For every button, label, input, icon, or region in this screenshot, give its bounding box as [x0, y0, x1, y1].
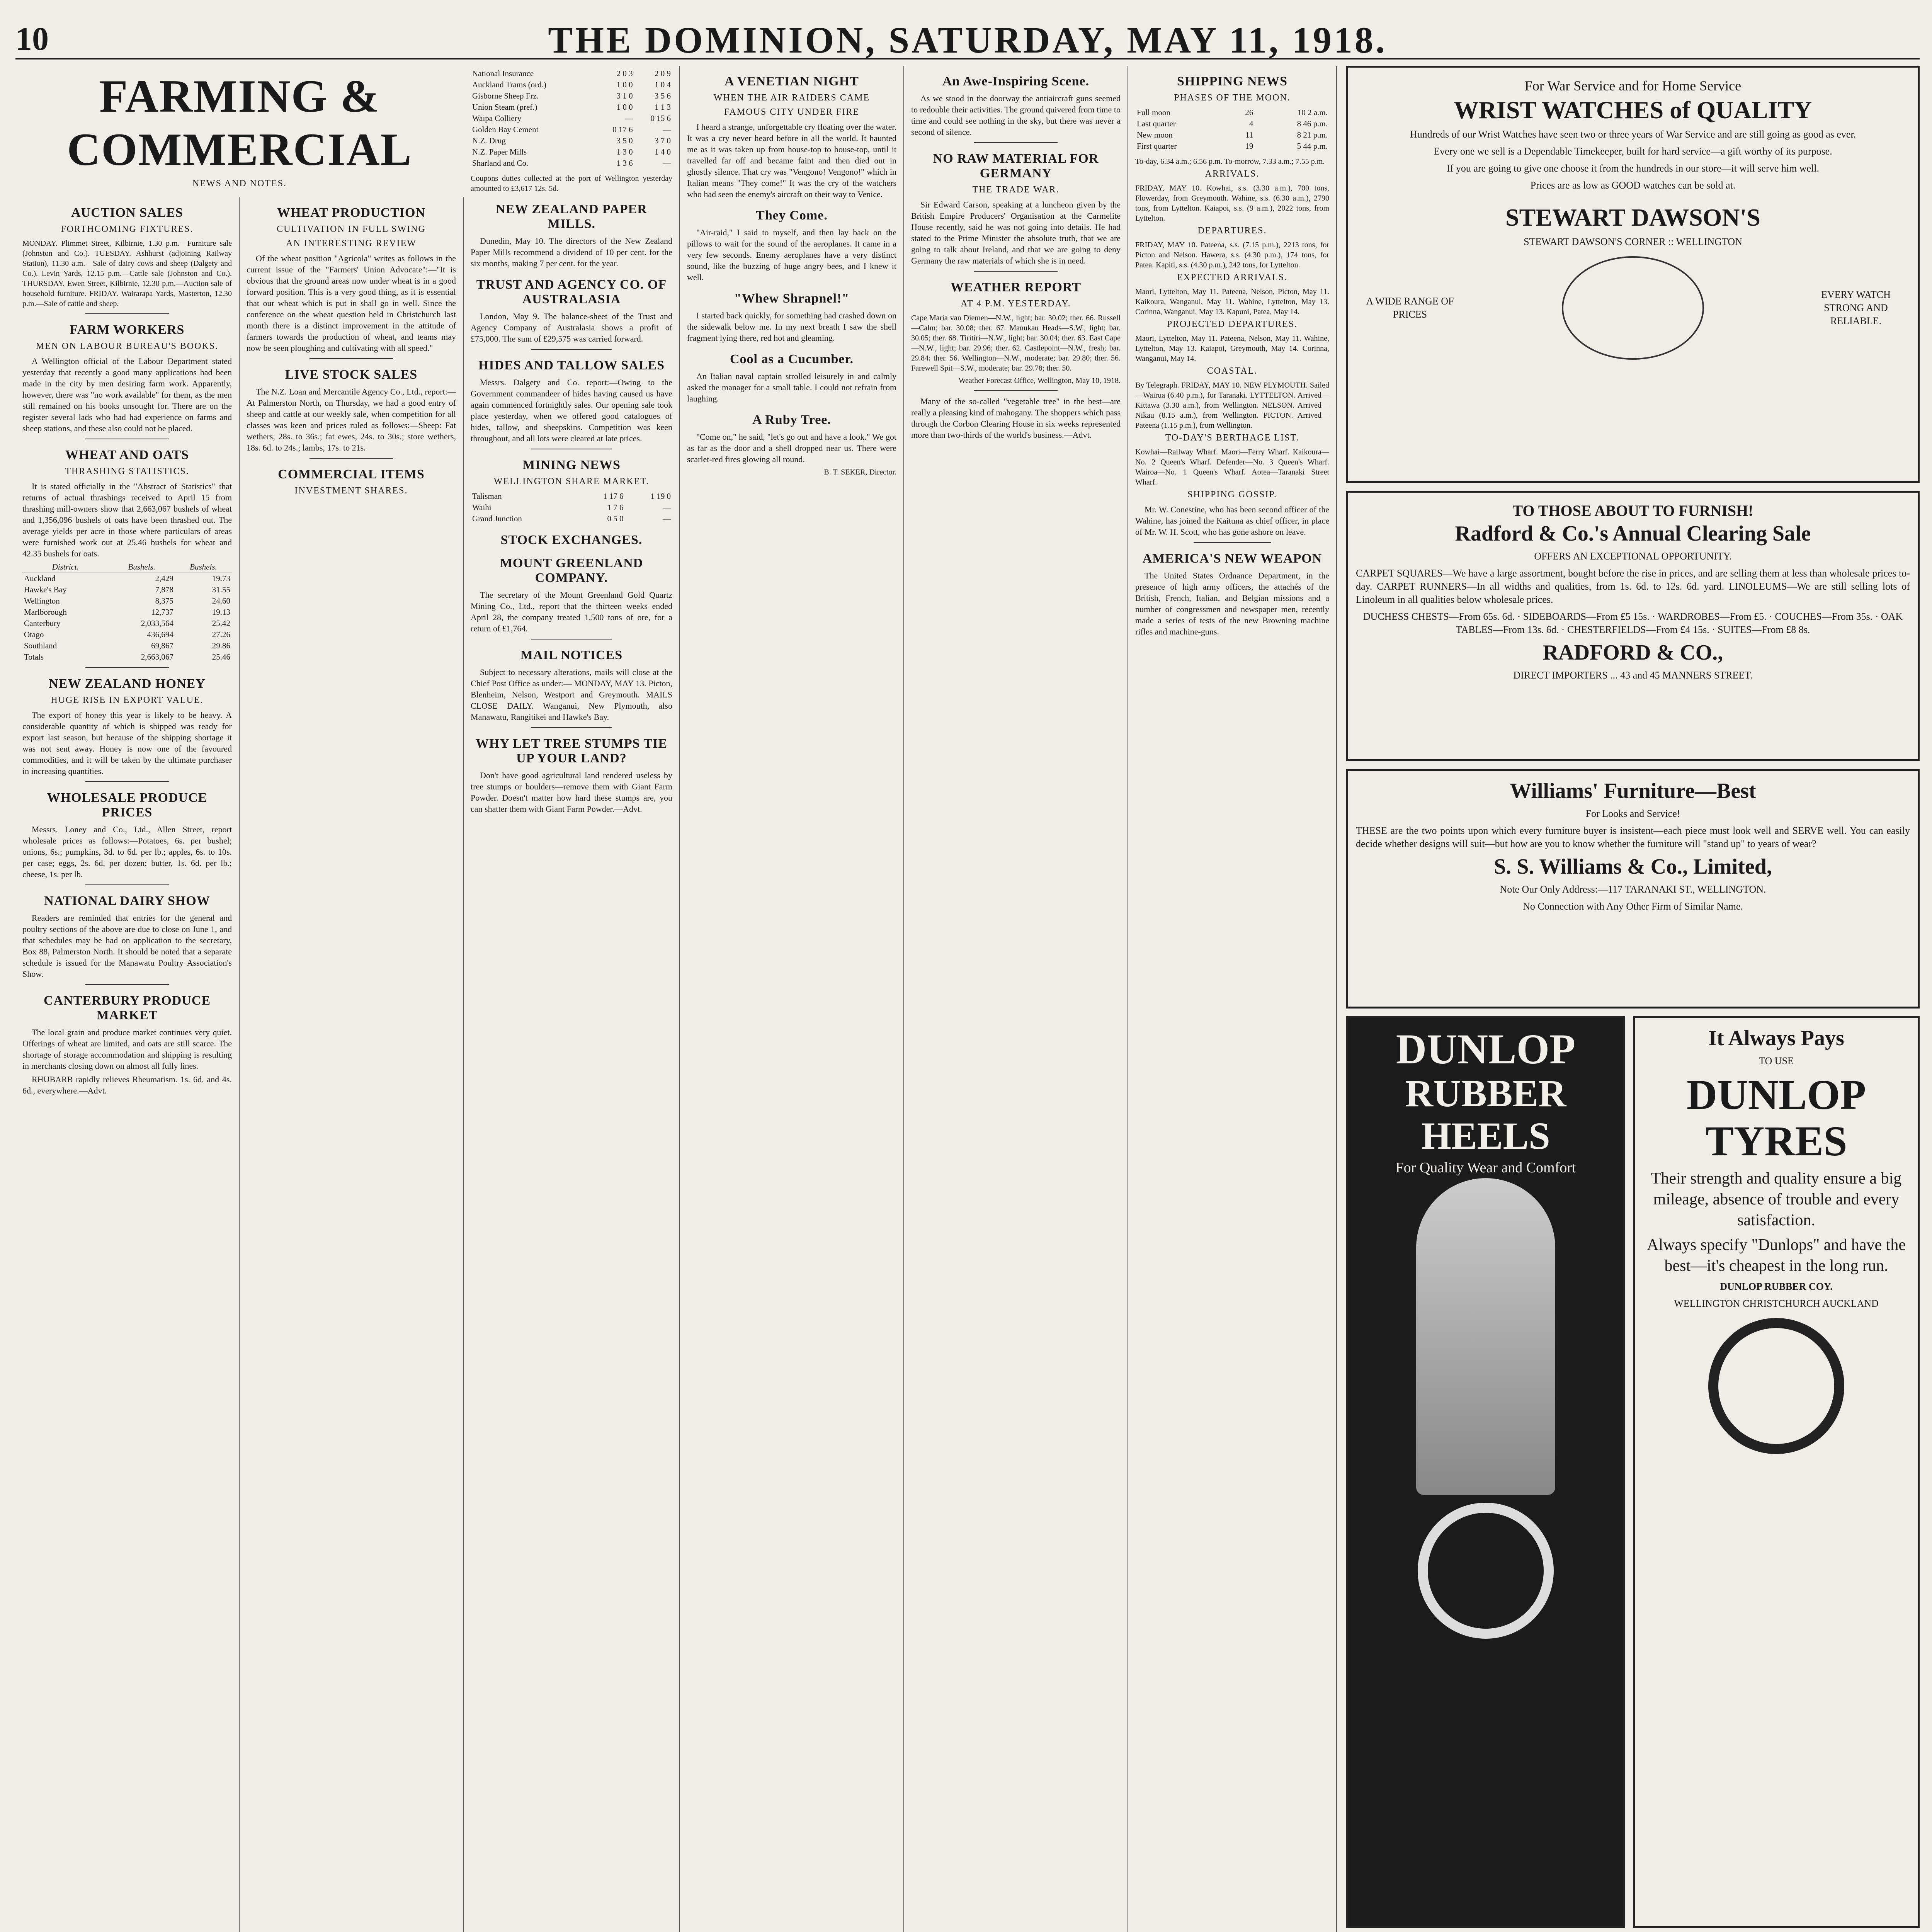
share-table-row — [471, 158, 672, 169]
wheat-table-row-cell: 2,663,067 — [141, 652, 173, 662]
radford-list: DUCHESS CHESTS—From 65s. 6d. · SIDEBOARDS—From £5 15s. · WARDROBES—From £5. · COUCHES—From 35s. · OAK TABLES—From 13s. 6d. · CHESTERFIELDS—From £4 15s. · SUITES—From £8 8s. — [1363, 611, 1903, 635]
divider — [85, 781, 169, 782]
cucumber-heading: Cool as a Cucumber. — [730, 352, 854, 366]
share-table — [471, 68, 672, 169]
masthead — [15, 15, 1920, 60]
expected-heading: EXPECTED ARRIVALS. — [1177, 272, 1288, 282]
watch-ad-line1: For War Service and for Home Service — [1524, 78, 1742, 94]
radford-address: DIRECT IMPORTERS ... 43 and 45 MANNERS STREET. — [1513, 670, 1753, 681]
moon-table-row-cell: 26 — [1245, 108, 1253, 117]
mining-table-row — [471, 513, 672, 524]
moon-table-row-cell: First quarter — [1137, 141, 1177, 151]
expected-text: Maori, Lyttelton, May 11. Pateena, Nelson, Picton, May 11. Kaikoura, Wanganui, May 11. Wahine, Lyttelton, May 13. Corinna, Wanganui, May 13. Kapuni, Patea, May 14. — [1135, 287, 1329, 316]
dunlop-co-sub: WELLINGTON CHRISTCHURCH AUCKLAND — [1674, 1298, 1879, 1309]
byline: B. T. SEKER, Director. — [824, 468, 896, 476]
moon-table-row-cell: New moon — [1137, 130, 1173, 139]
venetian-subheading: WHEN THE AIR RAIDERS CAME — [713, 93, 870, 103]
wheat-table — [22, 561, 232, 663]
they-come-heading: They Come. — [756, 208, 828, 223]
wheat-table-row-cell: Marlborough — [24, 607, 67, 617]
wheat-table-row — [22, 573, 232, 585]
share-table-row — [471, 79, 672, 90]
column-4 — [680, 66, 904, 1932]
mining-heading: MINING NEWS — [522, 458, 621, 472]
watch-ad-line3: Hundreds of our Wrist Watches have seen two or three years of War Service and are still going as good as ever. — [1410, 129, 1856, 140]
column-1 — [15, 197, 240, 1932]
weather-forecast-note: Weather Forecast Office, Wellington, May 10, 1918. — [958, 376, 1121, 385]
wheat-oats-heading: WHEAT AND OATS — [65, 448, 189, 462]
moon-table-row-cell: Last quarter — [1137, 119, 1176, 128]
wrist-watch-illustration — [1562, 256, 1704, 360]
radford-body: CARPET SQUARES—We have a large assortment, bought before the rise in prices, and are selling them at less than wholesale prices to-day. CARPET RUNNERS—In all widths and qualities, from 1s. 6d. to 12s. 6d. yard. LINOLEUMS—We are still selling lots of Linoleum in all qualities below wholesale prices. — [1356, 568, 1910, 605]
share-table-row — [471, 90, 672, 102]
divider — [531, 349, 612, 350]
wheat-table-row — [22, 640, 232, 651]
stumps-text: Don't have good agricultural land rendered useless by tree stumps or boulders—remove them with Giant Farm Powder. Doesn't matter how hard these stumps are, you can shatter them with Giant Farm Powder.—Advt. — [471, 770, 672, 814]
dunlop-heels-l3: HEELS — [1421, 1114, 1550, 1157]
projected-heading: PROJECTED DEPARTURES. — [1167, 319, 1298, 329]
section-subtitle: NEWS AND NOTES. — [192, 179, 287, 189]
dunlop-heels-l2: RUBBER — [1405, 1072, 1566, 1115]
greenland-heading: MOUNT GREENLAND COMPANY. — [500, 556, 643, 585]
share-table-row-cell: 1 0 0 — [616, 102, 633, 112]
dunlop-tyres-body2: Always specify "Dunlops" and have the best—it's cheapest in the long run. — [1647, 1236, 1906, 1275]
canterbury-heading: CANTERBURY PRODUCE MARKET — [43, 993, 211, 1022]
williams-address: Note Our Only Address:—117 TARANAKI ST., WELLINGTON. — [1500, 884, 1766, 895]
column-3 — [464, 66, 680, 1932]
wheat-table-row — [22, 629, 232, 640]
divider — [85, 667, 169, 668]
live-stock-heading: LIVE STOCK SALES — [285, 367, 418, 382]
share-table-row-cell: — — [663, 125, 671, 134]
column-5 — [904, 66, 1128, 1932]
wheat-table-row — [22, 595, 232, 607]
dunlop-heels-l4: For Quality Wear and Comfort — [1395, 1160, 1576, 1176]
mining-table-row-cell: Talisman — [472, 492, 502, 501]
mining-table — [471, 491, 672, 524]
they-come-text: "Air-raid," I said to myself, and then lay back on the pillows to wait for the sound of the aeroplanes. It came in a very few seconds. Enemy aeroplanes have a very distinct sound, like the buzzing of huge angry bees, and I knew it well. — [687, 228, 896, 282]
divider — [85, 884, 169, 885]
dunlop-tyres-body: Their strength and quality ensure a big mileage, absence of trouble and every satisfaction. — [1651, 1170, 1902, 1229]
wheat-table-row-cell: 12,737 — [151, 607, 173, 617]
honey-subheading: HUGE RISE IN EXPORT VALUE. — [51, 695, 204, 705]
weather-text: Cape Maria van Diemen—N.W., light; bar. 30.02; ther. 66. Russell—Calm; bar. 30.08; ther. 67. Manukau Heads—S.W., light; bar. 30.05; ther. 68. Tiritiri—N.W., light; bar. 30.04; ther. 63. East Cape—N.W., light; bar. 29.96; ther. 62. Castlepoint—N.W., fresh; bar. 29.84; ther. 56. Wellington—N.W., moderate; bar. 29.80; ther. 56. Farewell Spit—S.W., moderate; bar. 29.78; ther. 50. — [911, 314, 1121, 372]
hides-heading: HIDES AND TALLOW SALES — [478, 358, 665, 372]
watch-ad-line4: Every one we sell is a Dependable Timekeeper, built for hard service—a gift worthy of its purpose. — [1434, 146, 1832, 157]
share-table-row — [471, 102, 672, 113]
wheat-table-header: Bushels. — [109, 561, 175, 573]
wheat-production-review: AN INTERESTING REVIEW — [286, 238, 417, 248]
radford-name: RADFORD & CO., — [1543, 641, 1723, 665]
dunlop-co: DUNLOP RUBBER COY. — [1720, 1281, 1833, 1292]
williams-note: No Connection with Any Other Firm of Similar Name. — [1523, 901, 1743, 912]
wheat-table-row-cell: Auckland — [24, 574, 56, 583]
wheat-table-row-cell: 7,878 — [155, 585, 173, 594]
share-table-row-cell: 1 3 6 — [616, 158, 633, 168]
wheat-table-row-cell: 8,375 — [155, 596, 173, 605]
mining-table-row-cell: — — [663, 514, 671, 523]
wheat-table-row-cell: 69,867 — [151, 641, 173, 650]
cucumber-text: An Italian naval captain strolled leisurely in and calmly asked the manager for a small table. I could not refrain from laughing. — [687, 371, 896, 403]
williams-ad — [1346, 769, 1920, 1009]
mining-table-row-cell: Waihi — [472, 503, 492, 512]
section-header — [15, 66, 464, 197]
trust-heading: TRUST AND AGENCY CO. OF AUSTRALASIA — [476, 277, 667, 306]
mail-text: Subject to necessary alterations, mails will close at the Chief Post Office as under:— MONDAY, MAY 13. Picton, Blenheim, Nelson, Westport and Greymouth. MAILS CLOSE DAILY. Wanganui, New Plymouth, also Manawatu, Rangitikei and Hawke's Bay. — [471, 667, 672, 722]
berthage-text: Kowhai—Railway Wharf. Maori—Ferry Wharf. Kaikoura—No. 2 Queen's Wharf. Defender—No. 3 Queen's Wharf. Wairoa—No. 1 Queen's Wharf. Aotea—Taranaki Street Wharf. — [1135, 448, 1329, 486]
auction-subheading: FORTHCOMING FIXTURES. — [61, 224, 194, 234]
share-table-row-cell: N.Z. Drug — [472, 136, 506, 145]
williams-body: THESE are the two points upon which every furniture buyer is insistent—each piece must look well and SERVE well. You can easily decide whether designs will suit—but how are you to know whether the furniture will "stand up" to years of wear? — [1356, 825, 1910, 849]
weather-subheading: AT 4 P.M. YESTERDAY. — [961, 299, 1071, 309]
americas-weapon-heading: AMERICA'S NEW WEAPON — [1142, 551, 1322, 566]
divider — [974, 271, 1058, 272]
canterbury-text: The local grain and produce market continues very quiet. Offerings of wheat are limited, and oats are still scarce. The shortage of storage accommodation and shipping is resulting in merchants closing down on almost all fully lines. — [22, 1027, 232, 1071]
wheat-table-row-cell: 29.86 — [212, 641, 230, 650]
dunlop-tyres-l1: It Always Pays — [1708, 1026, 1844, 1050]
moon-heading: PHASES OF THE MOON. — [1174, 93, 1291, 103]
shipping-gossip-heading: SHIPPING GOSSIP. — [1187, 490, 1277, 500]
projected-text: Maori, Lyttelton, May 11. Pateena, Nelson, May 11. Wahine, Lyttelton, May 13. Kaiapoi, Greymouth, May 14. Corinna, Wanganui, May 14. — [1135, 334, 1329, 363]
wheat-table-row-cell: 25.46 — [212, 652, 230, 662]
dunlop-heels-l1: DUNLOP — [1396, 1026, 1576, 1073]
share-table-row-cell: 3 5 0 — [616, 136, 633, 145]
dunlop-ads — [1346, 1016, 1920, 1928]
share-table-row-cell: 1 4 0 — [655, 147, 671, 156]
wheat-table-row-cell: Canterbury — [24, 619, 61, 628]
share-table-row — [471, 146, 672, 158]
share-table-row-cell: 0 17 6 — [612, 125, 633, 134]
mail-heading: MAIL NOTICES — [520, 648, 623, 662]
share-table-row-cell: National Insurance — [472, 69, 534, 78]
departures-text: FRIDAY, MAY 10. Pateena, s.s. (7.15 p.m.), 2213 tons, for Picton and Nelson. Hawera, s.s. (4.30 p.m.), 174 tons, for Patea. Kapiti, s.s. (4.30 p.m.), 242 tons, for Lyttelton. — [1135, 241, 1329, 269]
share-table-row-cell: — — [624, 114, 633, 123]
share-table-row-cell: 1 0 4 — [655, 80, 671, 89]
share-table-row-cell: 3 5 6 — [655, 91, 671, 100]
paper-mills-text: Dunedin, May 10. The directors of the New Zealand Paper Mills recommend a dividend of 10 per cent. for the six months, making 7 per cent. for the year. — [471, 236, 672, 268]
wheat-table-row-cell: Otago — [24, 630, 44, 639]
tide-text: To-day, 6.34 a.m.; 6.56 p.m. To-morrow, 7.33 a.m.; 7.55 p.m. — [1135, 157, 1325, 166]
commercial-subheading: INVESTMENT SHARES. — [294, 486, 408, 496]
share-table-row-cell: 2 0 3 — [616, 69, 633, 78]
departures-heading: DEPARTURES. — [1197, 226, 1267, 236]
rhubarb-ad-text: RHUBARB rapidly relieves Rheumatism. 1s. 6d. and 4s. 6d., everywhere.—Advt. — [22, 1075, 232, 1095]
williams-heading: Williams' Furniture—Best — [1510, 779, 1756, 803]
dunlop-tyres-l4: TYRES — [1705, 1117, 1847, 1165]
paper-mills-heading: NEW ZEALAND PAPER MILLS. — [496, 202, 647, 231]
stewart-dawson-brand: STEWART DAWSON'S — [1505, 204, 1760, 231]
watch-ad-line2: WRIST WATCHES of QUALITY — [1454, 96, 1812, 124]
wheat-oats-subheading: THRASHING STATISTICS. — [65, 466, 189, 476]
produce-text: Messrs. Loney and Co., Ltd., Allen Street, report wholesale prices as follows:—Potatoes, 6s. per bushel; onions, 6s.; pumpkins, 3d. to 6d. per lb.; apples, 6s. to 10s. per case; eggs, 2s. 6d. per dozen; butter, 1s. 6d. per lb.; cheese, 1s. per lb. — [22, 825, 232, 879]
wheat-production-heading: WHEAT PRODUCTION — [277, 206, 426, 220]
shipping-gossip-text: Mr. W. Conestine, who has been second officer of the Wahine, has joined the Kaituna as chief officer, in place of Mr. W. H. Scott, who has gone ashore on leave. — [1135, 505, 1329, 537]
ads-column — [1337, 66, 1920, 1932]
coastal-text: By Telegraph. FRIDAY, MAY 10. NEW PLYMOUTH. Sailed—Wairua (6.40 p.m.), for Taranaki. LYTTELTON. Arrived—Kittawa (3.30 a.m.), from Wellington. NELSON. Arrived—Nikau (8.15 a.m.), from Wellington. PICTON. Arrived—Pateena (1.15 p.m.), from Wellington. — [1135, 381, 1329, 430]
divider — [310, 358, 393, 359]
newspaper-title: THE DOMINION, SATURDAY, MAY 11, 1918. — [548, 19, 1387, 61]
wheat-table-row-cell: 27.26 — [212, 630, 230, 639]
stewart-dawson-address: STEWART DAWSON'S CORNER :: WELLINGTON — [1524, 236, 1742, 247]
arrivals-text: FRIDAY, MAY 10. Kowhai, s.s. (3.30 a.m.), 700 tons, Flowerday, from Greymouth. Wahine, s.s. (6.30 a.m.), 2790 tons, from Lyttelton. Kaiapoi, s.s. (9 a.m.), 2022 tons, from Lyttelton. — [1135, 184, 1329, 223]
divider — [974, 142, 1058, 143]
venetian-subheading-2: FAMOUS CITY UNDER FIRE — [724, 107, 860, 117]
moon-table-row-cell: 11 — [1245, 130, 1253, 139]
divider — [1194, 542, 1271, 543]
wheat-table-row-cell: 24.60 — [212, 596, 230, 605]
venetian-heading: A VENETIAN NIGHT — [724, 74, 859, 88]
wheat-oats-text: It is stated officially in the "Abstract of Statistics" that returns of actual thrashings received to April 15 from thrashing mill-owners show that 2,663,067 bushels of wheat and 1,356,096 bushels of oats have been thrashed out. The average yields per acre in those where particulars of areas were furnished work out at 25.46 bushels for wheat and 42.35 bushels for oats. — [22, 481, 232, 558]
moon-table-row — [1135, 129, 1329, 141]
wheat-table-row-cell: Hawke's Bay — [24, 585, 67, 594]
coastal-heading: COASTAL. — [1207, 366, 1258, 376]
dairy-heading: NATIONAL DAIRY SHOW — [44, 894, 210, 908]
divider — [85, 984, 169, 985]
hides-text: Messrs. Dalgety and Co. report:—Owing to the Government commandeer of hides having caused us have again commenced fortnightly sales. Our opening sale took place yesterday, when we offered good catalogues of hides, tallow, and sheepskins. Competition was keen throughout, and all lots were cleared at late prices. — [471, 378, 672, 443]
shrapnel-text: I started back quickly, for something had crashed down on the sidewalk below me. In my next breath I saw the shell fragment lying there, red hot and gleaming. — [687, 311, 896, 343]
wheat-table-row-cell: 19.73 — [212, 574, 230, 583]
wheat-production-subheading: CULTIVATION IN FULL SWING — [277, 224, 426, 234]
wheat-table-row-cell: 436,694 — [147, 630, 173, 639]
tyre-illustration — [1708, 1318, 1844, 1454]
share-table-row-cell: N.Z. Paper Mills — [472, 147, 527, 156]
arrivals-heading: ARRIVALS. — [1205, 169, 1260, 179]
share-table-row-cell: Golden Bay Cement — [472, 125, 539, 134]
moon-table-row-cell: 5 44 p.m. — [1297, 141, 1328, 151]
farm-text: A Wellington official of the Labour Department stated yesterday that recently a good many applications had been made in the city by men desiring farm work. Apparently, however, there was "no work available" for them, as the men still remained on his books unsought for. There are on the register several lads who had had experience on farms and sheep stations, and these also could not be placed. — [22, 356, 232, 433]
trust-text: London, May 9. The balance-sheet of the Trust and Agency Company of Australasia shows a profit of £75,000. The sum of £29,575 was carried forward. — [471, 311, 672, 344]
honey-heading: NEW ZEALAND HONEY — [49, 677, 206, 691]
moon-table-row-cell: 8 46 p.m. — [1297, 119, 1328, 128]
share-table-row-cell: 3 7 0 — [655, 136, 671, 145]
auction-text: MONDAY. Plimmet Street, Kilbirnie, 1.30 p.m.—Furniture sale (Johnston and Co.). TUESDAY. Ashhurst (adjoining Railway Station), 11.30 a.m.—Sale of dairy cows and sheep (Dalgety and Co.). Levin Yards, 12.15 p.m.—Cattle sale (Johnston and Co.). THURSDAY. Ewen Street, Kilbirnie, 12.30 p.m.—Auction sale of household furniture. FRIDAY. Wairarapa Yards, Masterton, 12.30 p.m.—Sale of cattle and sheep. — [22, 239, 232, 308]
mining-table-row — [471, 491, 672, 502]
moon-table-row-cell: 19 — [1245, 141, 1253, 151]
share-table-row-cell: 1 0 0 — [616, 80, 633, 89]
share-table-row-cell: Waipa Colliery — [472, 114, 522, 123]
watch-ad-line5: If you are going to give one choose it from the hundreds in our store—it will serve him well. — [1447, 163, 1819, 174]
dunlop-tyres-ad — [1633, 1016, 1920, 1928]
wheat-table-header: District. — [22, 561, 109, 573]
mining-table-row-cell: Grand Junction — [472, 514, 522, 523]
americas-weapon-text: The United States Ordnance Department, in the presence of high army officers, the attachés of the British, French, Italian, and Belgian missions and a number of congressmen and newspaper men, recently made a series of tests of the new Browning machine rifles and machine-guns. — [1135, 571, 1329, 636]
mining-table-row-cell: — — [663, 503, 671, 512]
watch-ad-left-text: A WIDE RANGE OF PRICES — [1366, 296, 1454, 320]
weather-heading: WEATHER REPORT — [950, 280, 1082, 294]
divider — [310, 458, 393, 459]
dunlop-heels-ad — [1346, 1016, 1625, 1928]
williams-tag: For Looks and Service! — [1585, 808, 1680, 819]
mining-table-row-cell: 1 7 6 — [607, 503, 624, 512]
radford-top: TO THOSE ABOUT TO FURNISH! — [1512, 502, 1753, 519]
share-table-row-cell: 0 15 6 — [650, 114, 671, 123]
columns — [15, 66, 1920, 1932]
wheat-table-row-cell: 19.13 — [212, 607, 230, 617]
farm-subheading: MEN ON LABOUR BUREAU'S BOOKS. — [36, 341, 219, 351]
mining-table-row-cell: 1 17 6 — [603, 492, 624, 501]
dunlop-tyres-l2: TO USE — [1759, 1055, 1794, 1066]
mining-subheading: WELLINGTON SHARE MARKET. — [493, 476, 650, 486]
share-table-row-cell: Sharland and Co. — [472, 158, 529, 168]
moon-table-row — [1135, 107, 1329, 118]
wheat-table-row-cell: Southland — [24, 641, 57, 650]
mining-table-row-cell: 1 19 0 — [650, 492, 671, 501]
dairy-text: Readers are reminded that entries for the general and poultry sections of the above are due to close on June 1, and that schedules may be had on application to the secretary, Box 88, Palmerston North. It should be noted that a separate schedule is issued for the Manawatu Poultry Association's Show. — [22, 913, 232, 979]
williams-name: S. S. Williams & Co., Limited, — [1494, 855, 1772, 879]
venetian-text: I heard a strange, unforgettable cry floating over the water. It was a cry never heard before in all the world. It haunted me as it was taken up from house-top to house-top, until it travelled far off and became faint and then died out in ghostly silence. That cry was "Vengono! Vengono!" which in Italian means "They come!" It was the cry of the watchers who had seen the enemy's aircraft on their way to Venice. — [687, 122, 896, 199]
wheat-table-row — [22, 584, 232, 595]
share-table-row-cell: 2 0 9 — [655, 69, 671, 78]
shipping-heading: SHIPPING NEWS — [1177, 74, 1287, 88]
watch-ad-right-text: EVERY WATCH STRONG AND RELIABLE. — [1821, 289, 1891, 327]
nurse-illustration — [1416, 1178, 1555, 1495]
heel-illustration — [1418, 1503, 1554, 1639]
watch-ad — [1346, 66, 1920, 483]
share-table-row-cell: — — [663, 158, 671, 168]
wheat-table-row — [22, 607, 232, 618]
share-table-row-cell: Union Steam (pref.) — [472, 102, 537, 112]
share-table-row — [471, 68, 672, 79]
divider — [531, 727, 612, 728]
moon-table — [1135, 107, 1329, 152]
commercial-heading: COMMERCIAL ITEMS — [278, 467, 425, 481]
wheat-table-row-cell: Totals — [24, 652, 44, 662]
watch-ad-footer — [1356, 256, 1910, 360]
moon-table-row-cell: 10 2 a.m. — [1297, 108, 1328, 117]
mining-table-row — [471, 502, 672, 513]
berthage-heading: TO-DAY'S BERTHAGE LIST. — [1165, 433, 1299, 443]
share-table-row-cell: Gisborne Sheep Frz. — [472, 91, 539, 100]
shrapnel-heading: "Whew Shrapnel!" — [734, 291, 850, 306]
wheat-table-header: Bushels. — [175, 561, 232, 573]
moon-table-row-cell: 8 21 p.m. — [1297, 130, 1328, 139]
page-number: 10 — [15, 20, 49, 57]
live-stock-text: The N.Z. Loan and Mercantile Agency Co., Ltd., report:—At Palmerston North, on Thursday, we had a good entry of sheep and cattle at our weekly sale, when competition for all classes was keen and prices ruled as follows:—Sheep: Fat wethers, 28s. to 36s.; fat ewes, 24s. to 30s.; store wethers, 18s. 6d. to 24s.; lambs, 17s. to 21s. — [247, 387, 456, 452]
awe-heading: An Awe-Inspiring Scene. — [942, 74, 1090, 88]
raw-material-text: Sir Edward Carson, speaking at a luncheon given by the British Empire Producers' Organisation at the Carmelite House recently, said he was not going into details. He had stated to the Prime Minister the absolute truth, that we are going to talk about Ireland, and that we are going to deny Germany the raw materials of which she is in need. — [911, 200, 1121, 265]
wheat-table-row-cell: Wellington — [24, 596, 60, 605]
section-title: FARMING & COMMERCIAL — [67, 70, 412, 175]
stock-exchanges-heading: STOCK EXCHANGES. — [500, 533, 643, 547]
moon-table-row — [1135, 118, 1329, 129]
honey-text: The export of honey this year is likely to be heavy. A considerable quantity of which is shipped was ready for export last season, but because of the shipping shortage it was not sent away. Honey is now one of the favoured commodities, and it will be taken by the ultimate purchaser in increasing quantities. — [22, 710, 232, 776]
divider — [85, 313, 169, 314]
wheat-table-row-cell: 25.42 — [212, 619, 230, 628]
moon-table-row-cell: Full moon — [1137, 108, 1170, 117]
column-6 — [1128, 66, 1337, 1932]
radford-offers: OFFERS AN EXCEPTIONAL OPPORTUNITY. — [1534, 551, 1732, 562]
watch-ad-line6: Prices are as low as GOOD watches can be sold at. — [1530, 180, 1736, 191]
moon-table-row — [1135, 141, 1329, 152]
mining-table-row-cell: 0 5 0 — [607, 514, 624, 523]
divider — [974, 390, 1058, 391]
wheat-table-row — [22, 618, 232, 629]
share-table-row-cell: 1 3 0 — [616, 147, 633, 156]
share-table-row — [471, 135, 672, 146]
raw-material-subheading: THE TRADE WAR. — [972, 185, 1060, 195]
share-note: Coupons duties collected at the port of Wellington yesterday amounted to £3,617 12s. 5d. — [471, 174, 672, 193]
wheat-table-row-cell: 2,429 — [155, 574, 173, 583]
raw-material-heading: NO RAW MATERIAL FOR GERMANY — [933, 151, 1099, 180]
share-table-row-cell: 1 1 3 — [655, 102, 671, 112]
moon-table-row-cell: 4 — [1249, 119, 1253, 128]
radford-ad — [1346, 491, 1920, 761]
ruby-tree-heading: A Ruby Tree. — [752, 413, 831, 427]
awe-text: As we stood in the doorway the antiaircraft guns seemed to redouble their activities. The ground quivered from time to time and could see nothing in the sky, but there was never a second of silence. — [911, 94, 1121, 137]
wheat-table-row-cell: 31.55 — [212, 585, 230, 594]
share-table-row-cell: Auckland Trams (ord.) — [472, 80, 546, 89]
dunlop-tyres-l3: DUNLOP — [1686, 1071, 1866, 1118]
farm-heading: FARM WORKERS — [70, 323, 185, 337]
stumps-heading: WHY LET TREE STUMPS TIE UP YOUR LAND? — [475, 736, 667, 765]
radford-heading: Radford & Co.'s Annual Clearing Sale — [1455, 522, 1811, 546]
share-table-row-cell: 3 1 0 — [616, 91, 633, 100]
wheat-table-row-cell: 2,033,564 — [141, 619, 173, 628]
greenland-text: The secretary of the Mount Greenland Gold Quartz Mining Co., Ltd., report that the thirteen weeks ended April 28, the company treated 1,500 tons of ore, for a return of £1,764. — [471, 590, 672, 633]
newspaper-page — [15, 15, 1920, 1932]
column-2 — [240, 197, 464, 1932]
share-table-row — [471, 113, 672, 124]
auction-heading: AUCTION SALES — [71, 206, 183, 220]
wheat-production-text: Of the wheat position "Agricola" writes as follows in the current issue of the "Farmers' Union Advocate":—"It is obvious that the ground areas now under wheat is in a good forward position. This is a very good thing, as it is essential that our wheat which is put in shall go in well. Since the conference on the wheat question held in Christchurch last month there is a distinct improvement in the attitude of farmers towards the production of wheat, and teams may now be seen ploughing and cultivating with all speed." — [247, 253, 456, 353]
share-table-row — [471, 124, 672, 135]
produce-heading: WHOLESALE PRODUCE PRICES — [47, 791, 207, 820]
ruby-tree-text: "Come on," he said, "let's go out and have a look." We got as far as the door and a shell dropped near us. There were scarlet-red fires glowing all round. — [687, 432, 896, 464]
wheat-table-row — [22, 651, 232, 663]
paper-note: Many of the so-called "vegetable tree" in the best—are really a pleasing kind of mahogany. The shoppers which pass through the Corbon Clearing House in six weeks represented more than two-thirds of the world's business.—Advt. — [911, 396, 1121, 440]
